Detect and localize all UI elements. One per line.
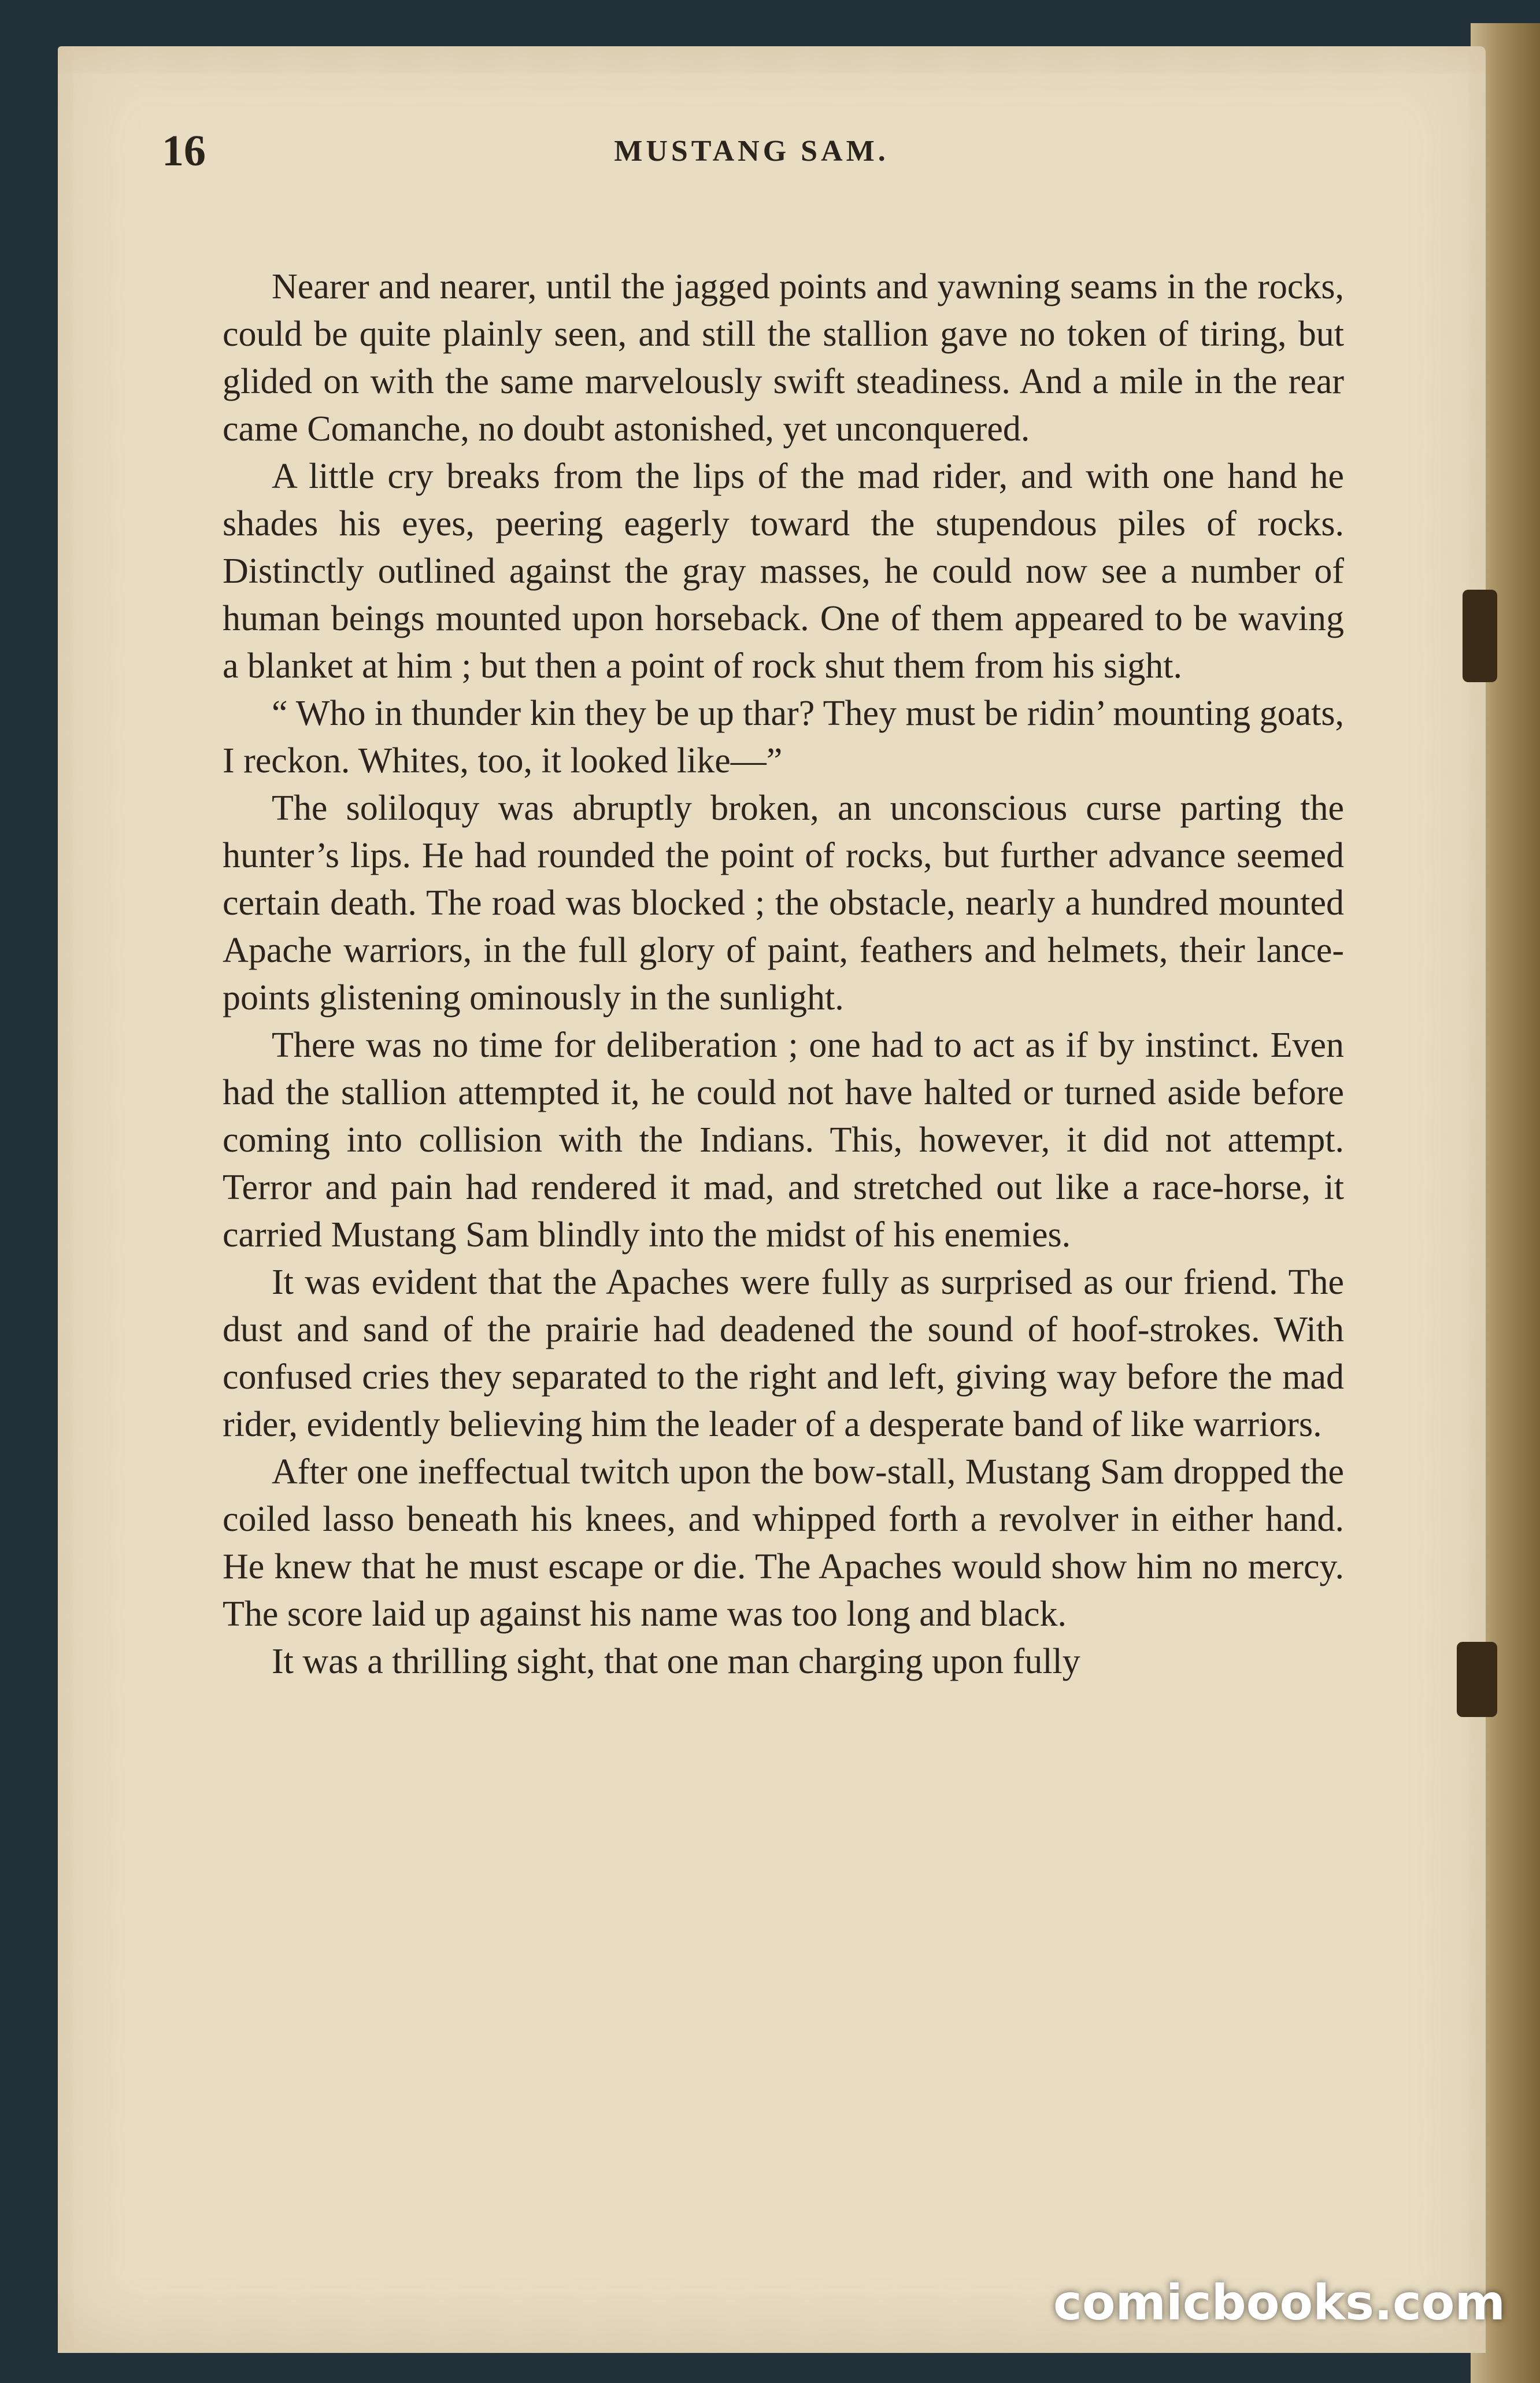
paragraph: The soliloquy was abruptly broken, an unconscious curse parting the hunter’s lips. He had rounded the point of rocks, but further advance seemed certain death. The road was blocked ; the obstacle, nearly a hundred mounted Apache warriors, in the full glory of paint, feathers and helmets, their lance-points glistening ominously in the sunlight. — [223, 789, 1344, 1017]
running-head: MUSTANG SAM. — [614, 135, 889, 168]
paragraph: After one ineffectual twitch upon the bow-stall, Mustang Sam dropped the coiled lasso beneath his knees, and whipped forth a revolver in either hand. He knew that he must escape or die. The Apaches would show him no mercy. The score laid up against his name was too long and black. — [223, 1452, 1344, 1634]
paragraph: There was no time for deliberation ; one had to act as if by instinct. Even had the stallion attempted it, he could not have halted or turned aside before coming into collision with the Indians. This, however, it did not attempt. Terror and pain had rendered it mad, and stretched out like a race-horse, it carried Mustang Sam blindly into the midst of his enemies. — [223, 1026, 1344, 1255]
paragraph: It was evident that the Apaches were fully as surprised as our friend. The dust and sand of the prairie had deadened the sound of hoof-strokes. With confused cries they separated to the right and left, giving way before the mad rider, evidently believing him the leader of a desperate band of like warriors. — [223, 1263, 1344, 1444]
paragraph: A little cry breaks from the lips of the mad rider, and with one hand he shades his eyes, peering eagerly toward the stupendous piles of rocks. Distinctly outlined against the gray masses, he could now see a number of human beings mounted upon horseback. One of them appeared to be waving a blanket at him ; but then a point of rock shut them from his sight. — [223, 457, 1344, 686]
paragraph: “ Who in thunder kin they be up thar? They must be ridin’ mounting goats, I reckon. Whites, too, it looked like—” — [223, 694, 1344, 780]
binding-tab — [1457, 1642, 1497, 1717]
binding-tab — [1463, 590, 1497, 682]
page-header — [162, 126, 1341, 195]
watermark: comicbooks.com — [1053, 2274, 1505, 2331]
page-number: 16 — [162, 127, 206, 175]
paragraph: Nearer and nearer, until the jagged points and yawning seams in the rocks, could be quite plainly seen, and still the stallion gave no token of tiring, but glided on with the same marvelously swift steadiness. And a mile in the rear came Comanche, no doubt astonished, yet unconquered. — [223, 267, 1344, 449]
paragraph: It was a thrilling sight, that one man charging upon fully — [272, 1642, 1080, 1681]
body-text — [223, 263, 1344, 1685]
